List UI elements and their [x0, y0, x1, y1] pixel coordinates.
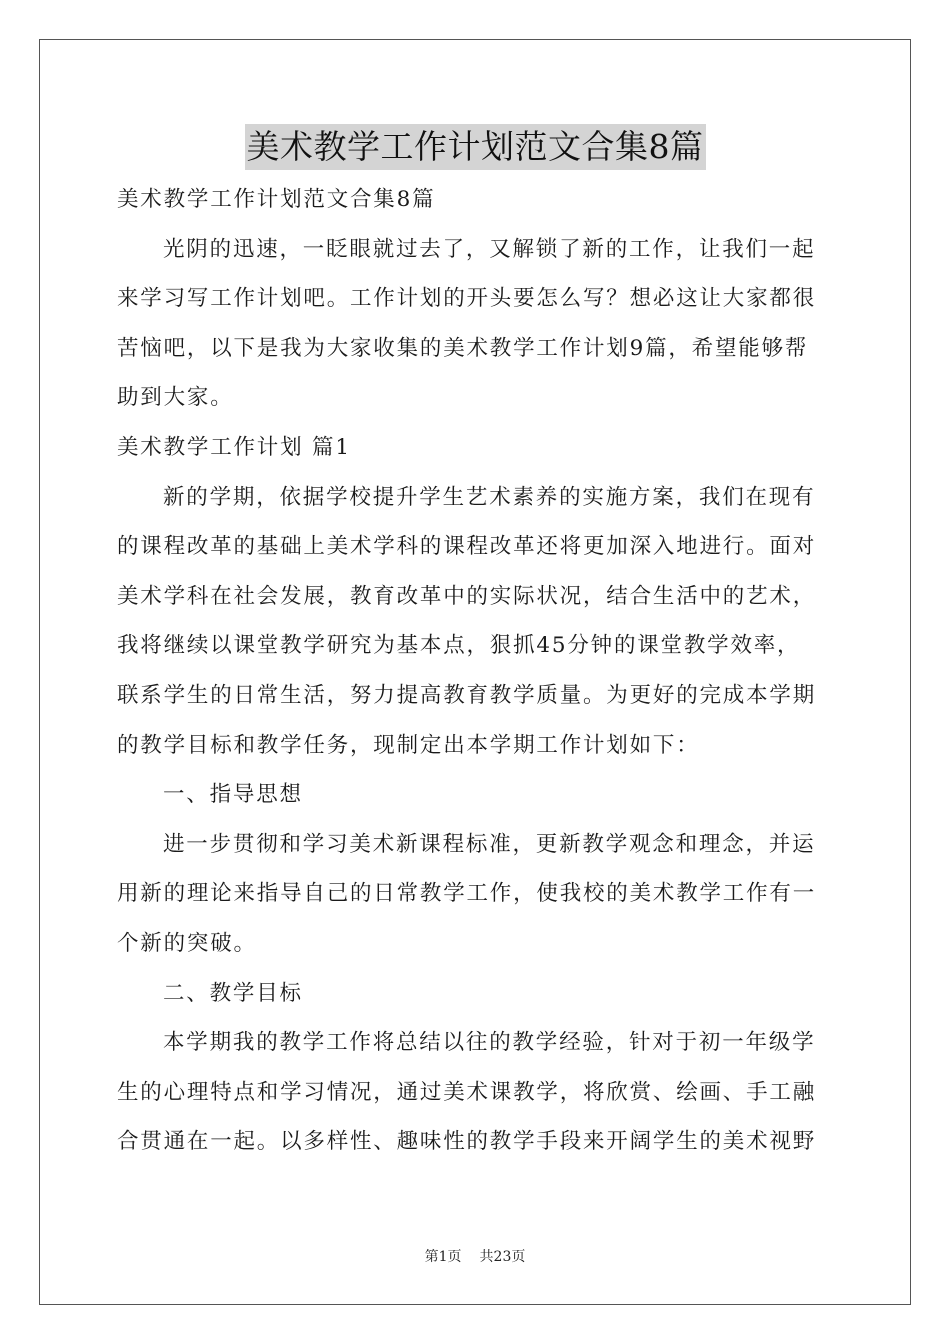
text-line: 光阴的迅速，一眨眼就过去了，又解锁了新的工作，让我们一起 [163, 236, 816, 262]
text-line: 助到大家。 [117, 385, 234, 411]
text-line: 新的学期，依据学校提升学生艺术素养的实施方案，我们在现有 [163, 484, 816, 510]
title-area [0, 124, 950, 170]
document-title: 美术教学工作计划范文合集8篇 [245, 124, 706, 170]
text-line: 的课程改革的基础上美术学科的课程改革还将更加深入地进行。面对 [117, 534, 817, 560]
text-line: 美术教学工作计划 篇1 [117, 434, 351, 460]
text-line: 我将继续以课堂教学研究为基本点，狠抓45分钟的课堂教学效率， [117, 633, 801, 659]
text-line: 二、教学目标 [163, 980, 303, 1006]
page-total: 共23页 [479, 1249, 526, 1265]
page-footer [0, 1247, 950, 1267]
text-line: 用新的理论来指导自己的日常教学工作，使我校的美术教学工作有一 [117, 881, 817, 907]
document-body [117, 175, 833, 1167]
text-line: 生的心理特点和学习情况，通过美术课教学，将欣赏、绘画、手工融 [117, 1079, 817, 1105]
page-number: 第1页 [424, 1249, 462, 1265]
text-line: 美术教学工作计划范文合集8篇 [117, 187, 436, 212]
text-line: 联系学生的日常生活，努力提高教育教学质量。为更好的完成本学期 [117, 682, 817, 708]
text-line: 一、指导思想 [163, 782, 303, 808]
text-line: 本学期我的教学工作将总结以往的教学经验，针对于初一年级学 [163, 1030, 816, 1056]
text-line: 合贯通在一起。以多样性、趣味性的教学手段来开阔学生的美术视野 [117, 1129, 817, 1155]
text-line: 进一步贯彻和学习美术新课程标准，更新教学观念和理念，并运 [163, 831, 816, 857]
text-line: 苦恼吧，以下是我为大家收集的美术教学工作计划9篇，希望能够帮 [117, 335, 809, 361]
text-line: 来学习写工作计划吧。工作计划的开头要怎么写？想必这让大家都很 [117, 286, 817, 312]
text-line: 个新的突破。 [117, 930, 257, 956]
text-line: 美术学科在社会发展，教育改革中的实际状况，结合生活中的艺术， [117, 583, 817, 609]
text-line: 的教学目标和教学任务，现制定出本学期工作计划如下： [117, 732, 700, 758]
